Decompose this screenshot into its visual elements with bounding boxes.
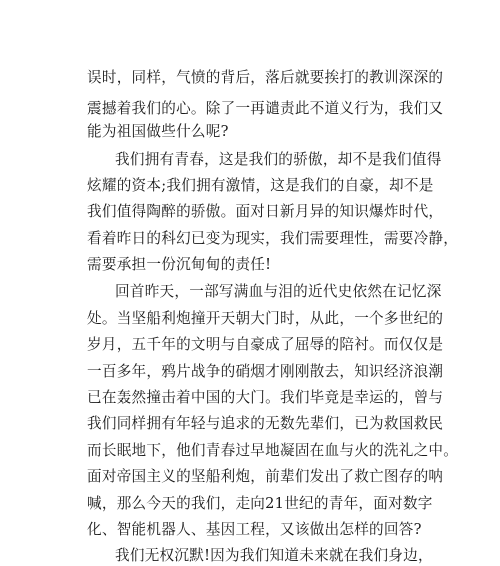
text-line: 我们无权沉默!因为我们知道未来就在我们身边， (115, 547, 433, 564)
text-line: 我们值得陶醉的骄傲。面对日新月异的知识爆炸时代， (87, 203, 444, 220)
text-line: 需要承担一份沉甸甸的责任! (87, 256, 272, 273)
text-line: 能为祖国做些什么呢? (87, 123, 229, 140)
text-line: 一百多年，鸦片战争的硝烟才刚刚散去，知识经济浪潮 (87, 363, 444, 380)
text-line: 已在轰然撞击着中国的大门。我们毕竟是幸运的，曾与 (87, 389, 444, 406)
text-line: 而长眠地下，他们青春过早地凝固在血与火的洗礼之中。 (87, 442, 459, 459)
text-line: 震撼着我们的心。除了一再谴责此不道义行为，我们又 (87, 100, 444, 117)
text-line: 岁月，五千年的文明与自豪成了屈辱的陪衬。而仅仅是 (87, 336, 444, 353)
text-line: 化、智能机器人、基因工程，又该做出怎样的回答? (87, 521, 422, 538)
text-line: 我们同样拥有年轻与追求的无数先辈们，已为救国救民 (87, 415, 444, 432)
text-line: 炫耀的资本;我们拥有激情，这是我们的自豪，却不是 (87, 177, 434, 194)
text-line: 喊，那么今天的我们，走向21世纪的青年，面对数字 (87, 495, 433, 512)
text-line: 面对帝国主义的坚船利炮，前辈们发出了救亡图存的呐 (87, 468, 444, 485)
text-line: 我们拥有青春，这是我们的骄傲，却不是我们值得 (115, 151, 442, 168)
text-line: 看着昨日的科幻已变为现实，我们需要理性，需要冷静， (87, 230, 459, 247)
text-line: 处。当坚船利炮撞开天朝大门时，从此，一个多世纪的 (87, 310, 444, 327)
text-line: 误时，同样，气愤的背后，落后就要挨打的教训深深的 (87, 69, 444, 86)
text-line: 回首昨天，一部写满血与泪的近代史依然在记忆深 (115, 283, 442, 300)
